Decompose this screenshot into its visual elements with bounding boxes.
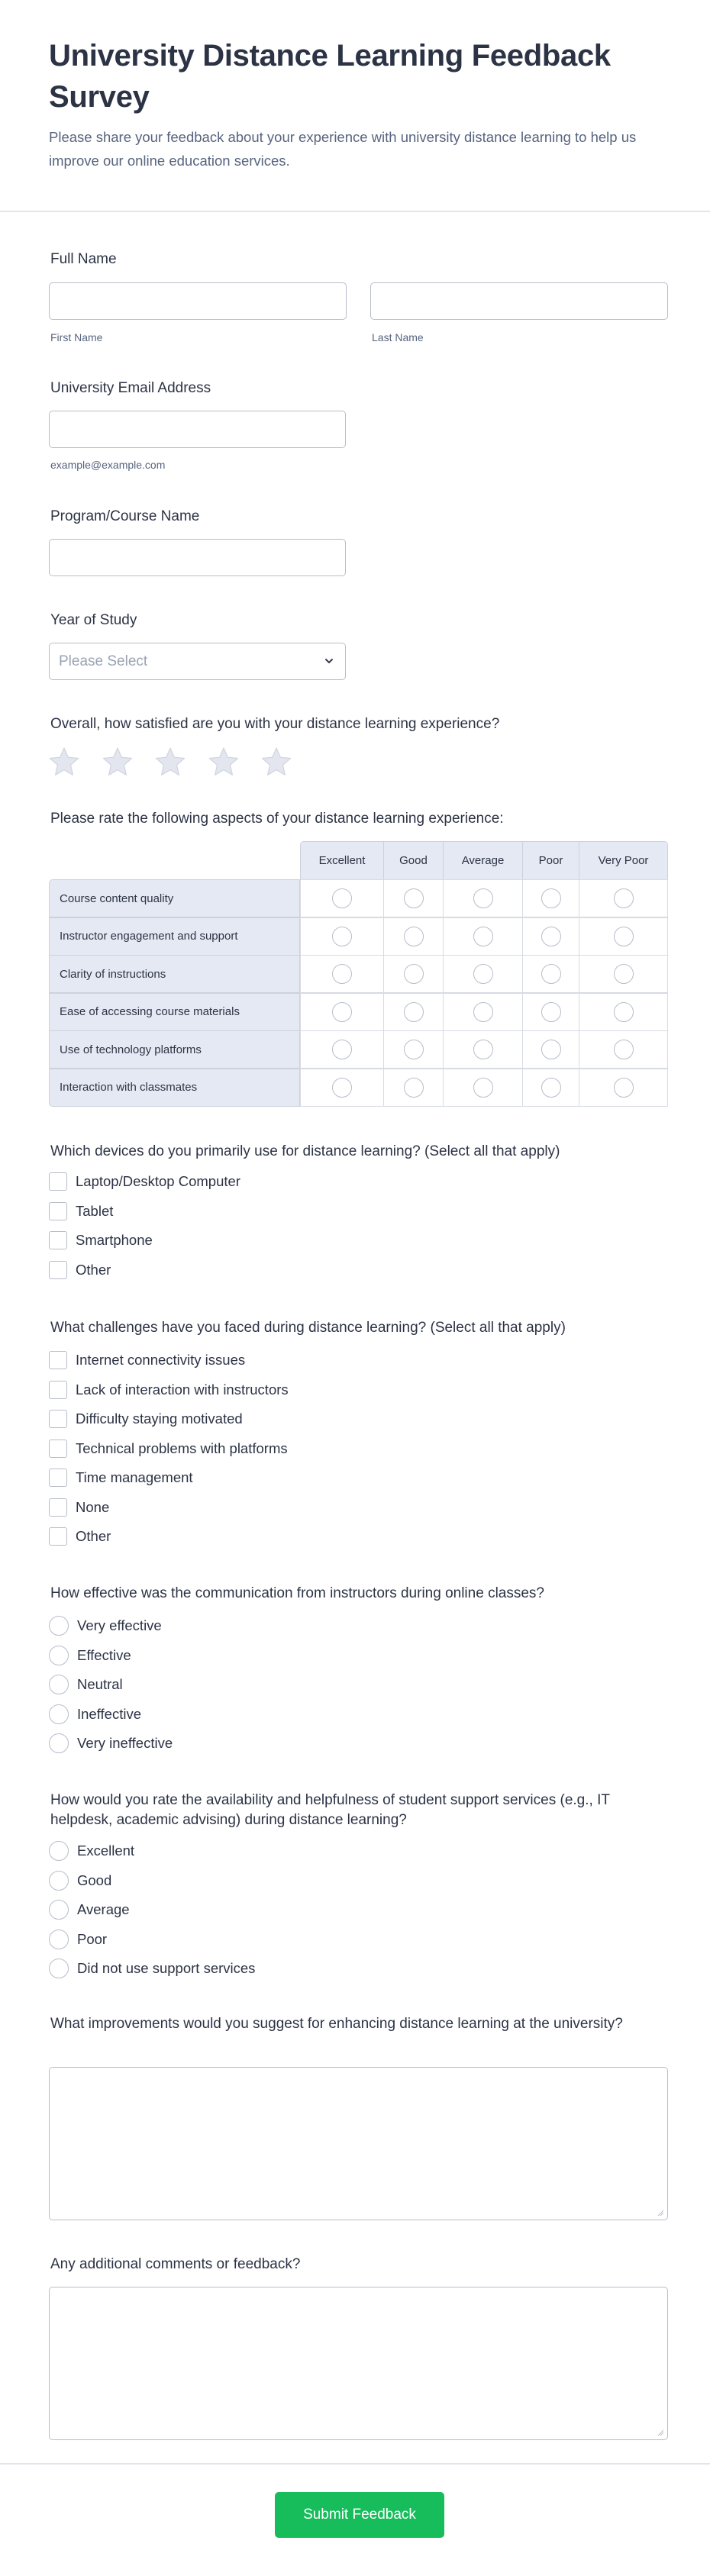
option-label: Good [77, 1872, 112, 1888]
matrix-cell [522, 879, 579, 917]
matrix-radio[interactable] [614, 1002, 634, 1022]
option-label: Difficulty staying motivated [76, 1411, 243, 1427]
star-icon[interactable] [49, 746, 79, 777]
option-label: Smartphone [76, 1232, 153, 1248]
matrix-radio[interactable] [541, 964, 561, 984]
full-name-label: Full Name [50, 251, 117, 267]
matrix-radio[interactable] [614, 888, 634, 908]
last-name-sublabel: Last Name [372, 331, 424, 343]
radio-button[interactable] [49, 1930, 69, 1949]
program-label: Program/Course Name [50, 508, 200, 524]
matrix-radio[interactable] [473, 1002, 493, 1022]
matrix-radio[interactable] [473, 1078, 493, 1098]
checkbox[interactable] [49, 1202, 67, 1220]
matrix-radio[interactable] [404, 1002, 424, 1022]
option-label: Other [76, 1261, 111, 1278]
checkbox-option[interactable] [49, 1171, 240, 1192]
option-label: Poor [77, 1930, 108, 1947]
matrix-radio[interactable] [614, 1078, 634, 1098]
year-label: Year of Study [50, 612, 137, 628]
matrix-row-label: Ease of accessing course materials [49, 993, 300, 1031]
comments-label: Any additional comments or feedback? [50, 2256, 301, 2272]
matrix-radio[interactable] [541, 1078, 561, 1098]
radio-button[interactable] [49, 1675, 69, 1694]
support-label: How would you rate the availability and helpfulness of student support services (e.g., IT helpdesk, academic advising) during distance learning? [50, 1792, 610, 1828]
option-label: Time management [76, 1469, 193, 1485]
matrix-label: Please rate the following aspects of your distance learning experience: [50, 811, 504, 827]
improvements-label: What improvements would you suggest for enhancing distance learning at the university? [50, 2016, 623, 2032]
option-label: Very ineffective [77, 1735, 173, 1751]
page-subtitle: Please share your feedback about your experience with university distance learning to help us improve our online education services. [49, 129, 637, 169]
matrix-row-label: Interaction with classmates [49, 1069, 300, 1107]
first-name-input[interactable] [49, 282, 347, 320]
matrix-radio[interactable] [541, 1002, 561, 1022]
matrix-radio[interactable] [332, 964, 352, 984]
matrix-radio[interactable] [404, 1040, 424, 1059]
matrix-cell [522, 917, 579, 956]
option-label: Tablet [76, 1202, 114, 1219]
matrix-column-header: Very Poor [579, 841, 668, 880]
matrix-cell [300, 1069, 384, 1107]
matrix-radio[interactable] [332, 1002, 352, 1022]
matrix-cell [522, 1030, 579, 1069]
matrix-row-label: Course content quality [49, 879, 300, 917]
matrix-column-header: Good [383, 841, 444, 880]
star-icon[interactable] [155, 746, 186, 777]
option-label: Other [76, 1528, 111, 1544]
option-label: Laptop/Desktop Computer [76, 1173, 240, 1189]
checkbox-option[interactable] [49, 1526, 111, 1547]
first-name-sublabel: First Name [50, 331, 103, 343]
matrix-cell [383, 993, 444, 1031]
matrix-cell [300, 955, 384, 993]
radio-button[interactable] [49, 1900, 69, 1920]
star-icon[interactable] [208, 746, 239, 777]
matrix-cell [579, 955, 668, 993]
star-rating [49, 746, 315, 777]
checkbox[interactable] [49, 1261, 67, 1279]
challenges-label: What challenges have you faced during distance learning? (Select all that apply) [50, 1320, 566, 1336]
devices-label: Which devices do you primarily use for distance learning? (Select all that apply) [50, 1143, 560, 1159]
chevron-down-icon [324, 656, 334, 666]
radio-button[interactable] [49, 1646, 69, 1665]
option-label: Lack of interaction with instructors [76, 1381, 289, 1398]
checkbox[interactable] [49, 1381, 67, 1399]
radio-option[interactable] [49, 1733, 173, 1754]
radio-option[interactable] [49, 1929, 107, 1950]
radio-option[interactable] [49, 1704, 141, 1725]
matrix-cell [383, 879, 444, 917]
option-label: Internet connectivity issues [76, 1352, 246, 1368]
star-icon[interactable] [261, 746, 292, 777]
matrix-cell [443, 993, 523, 1031]
checkbox-option[interactable] [49, 1230, 153, 1251]
checkbox[interactable] [49, 1440, 67, 1458]
checkbox-option[interactable] [49, 1497, 109, 1518]
matrix-radio[interactable] [473, 888, 493, 908]
matrix-cell [443, 955, 523, 993]
matrix-cell [522, 993, 579, 1031]
matrix-cell [522, 955, 579, 993]
matrix-radio[interactable] [404, 888, 424, 908]
matrix-cell [300, 917, 384, 956]
checkbox[interactable] [49, 1231, 67, 1249]
matrix-radio[interactable] [541, 888, 561, 908]
satisfaction-label: Overall, how satisfied are you with your distance learning experience? [50, 716, 500, 732]
option-label: Technical problems with platforms [76, 1440, 288, 1456]
matrix-row-label: Use of technology platforms [49, 1030, 300, 1069]
submit-button[interactable]: Submit Feedback [275, 2492, 444, 2538]
matrix-radio[interactable] [541, 927, 561, 946]
radio-option[interactable] [49, 1899, 130, 1920]
option-label: Very effective [77, 1617, 162, 1633]
radio-button[interactable] [49, 1704, 69, 1724]
checkbox-option[interactable] [49, 1201, 113, 1222]
matrix-cell [579, 1069, 668, 1107]
matrix-cell [300, 1030, 384, 1069]
comments-textarea[interactable] [49, 2287, 668, 2440]
matrix-radio[interactable] [332, 888, 352, 908]
matrix-column-header: Average [443, 841, 523, 880]
checkbox-option[interactable] [49, 1259, 111, 1281]
checkbox[interactable] [49, 1498, 67, 1517]
matrix-row-label: Clarity of instructions [49, 955, 300, 993]
matrix-radio[interactable] [614, 927, 634, 946]
checkbox-option[interactable] [49, 1408, 243, 1430]
radio-option[interactable] [49, 1615, 162, 1636]
radio-option[interactable] [49, 1674, 123, 1695]
matrix-radio[interactable] [473, 927, 493, 946]
checkbox-option[interactable] [49, 1349, 245, 1371]
matrix-cell [443, 1069, 523, 1107]
option-label: Did not use support services [77, 1960, 256, 1976]
star-icon[interactable] [102, 746, 133, 777]
communication-label: How effective was the communication from instructors during online classes? [50, 1585, 544, 1601]
matrix-cell [300, 993, 384, 1031]
checkbox[interactable] [49, 1351, 67, 1369]
matrix-cell [522, 1069, 579, 1107]
matrix-radio[interactable] [404, 927, 424, 946]
option-label: Effective [77, 1646, 131, 1663]
checkbox[interactable] [49, 1410, 67, 1428]
radio-button[interactable] [49, 1733, 69, 1753]
matrix-radio[interactable] [473, 1040, 493, 1059]
radio-option[interactable] [49, 1870, 111, 1891]
matrix-cell [383, 955, 444, 993]
matrix-radio[interactable] [332, 927, 352, 946]
matrix-cell [383, 1030, 444, 1069]
matrix-cell [579, 1030, 668, 1069]
matrix-column-header: Excellent [300, 841, 384, 880]
matrix-cell [383, 917, 444, 956]
matrix-radio[interactable] [473, 964, 493, 984]
form-header [0, 0, 710, 212]
matrix-radio[interactable] [332, 1078, 352, 1098]
matrix-row-label: Instructor engagement and support [49, 917, 300, 956]
radio-option[interactable] [49, 1958, 255, 1979]
last-name-input[interactable] [370, 282, 668, 320]
matrix-cell [443, 917, 523, 956]
checkbox-option[interactable] [49, 1438, 288, 1459]
matrix-cell [300, 879, 384, 917]
radio-button[interactable] [49, 1959, 69, 1978]
option-label: Excellent [77, 1843, 135, 1859]
page-title: University Distance Learning Feedback Survey [49, 39, 611, 114]
improvements-textarea[interactable] [49, 2067, 668, 2220]
matrix-radio[interactable] [404, 964, 424, 984]
matrix-radio[interactable] [614, 964, 634, 984]
option-label: Neutral [77, 1676, 123, 1692]
checkbox[interactable] [49, 1527, 67, 1546]
radio-option[interactable] [49, 1840, 134, 1862]
checkbox[interactable] [49, 1172, 67, 1191]
option-label: Ineffective [77, 1705, 141, 1722]
matrix-cell [443, 879, 523, 917]
checkbox[interactable] [49, 1469, 67, 1487]
matrix-radio[interactable] [541, 1040, 561, 1059]
matrix-cell [579, 993, 668, 1031]
year-select[interactable] [49, 643, 346, 680]
matrix-radio[interactable] [614, 1040, 634, 1059]
email-input[interactable] [49, 411, 346, 448]
resize-grip-icon[interactable] [657, 2209, 664, 2217]
radio-button[interactable] [49, 1841, 69, 1861]
matrix-radio[interactable] [404, 1078, 424, 1098]
checkbox-option[interactable] [49, 1379, 289, 1401]
matrix-radio[interactable] [332, 1040, 352, 1059]
option-label: None [76, 1498, 110, 1515]
email-hint: example@example.com [50, 459, 166, 471]
email-label: University Email Address [50, 380, 211, 396]
radio-option[interactable] [49, 1645, 131, 1666]
checkbox-option[interactable] [49, 1467, 193, 1488]
option-label: Average [77, 1901, 130, 1917]
matrix-cell [383, 1069, 444, 1107]
matrix-cell [579, 879, 668, 917]
matrix-column-header: Poor [522, 841, 579, 880]
resize-grip-icon[interactable] [657, 2429, 664, 2436]
year-select-placeholder: Please Select [59, 653, 148, 669]
footer-divider [0, 2463, 710, 2465]
program-input[interactable] [49, 539, 346, 576]
radio-button[interactable] [49, 1616, 69, 1636]
matrix-cell [579, 917, 668, 956]
matrix-cell [443, 1030, 523, 1069]
radio-button[interactable] [49, 1871, 69, 1891]
